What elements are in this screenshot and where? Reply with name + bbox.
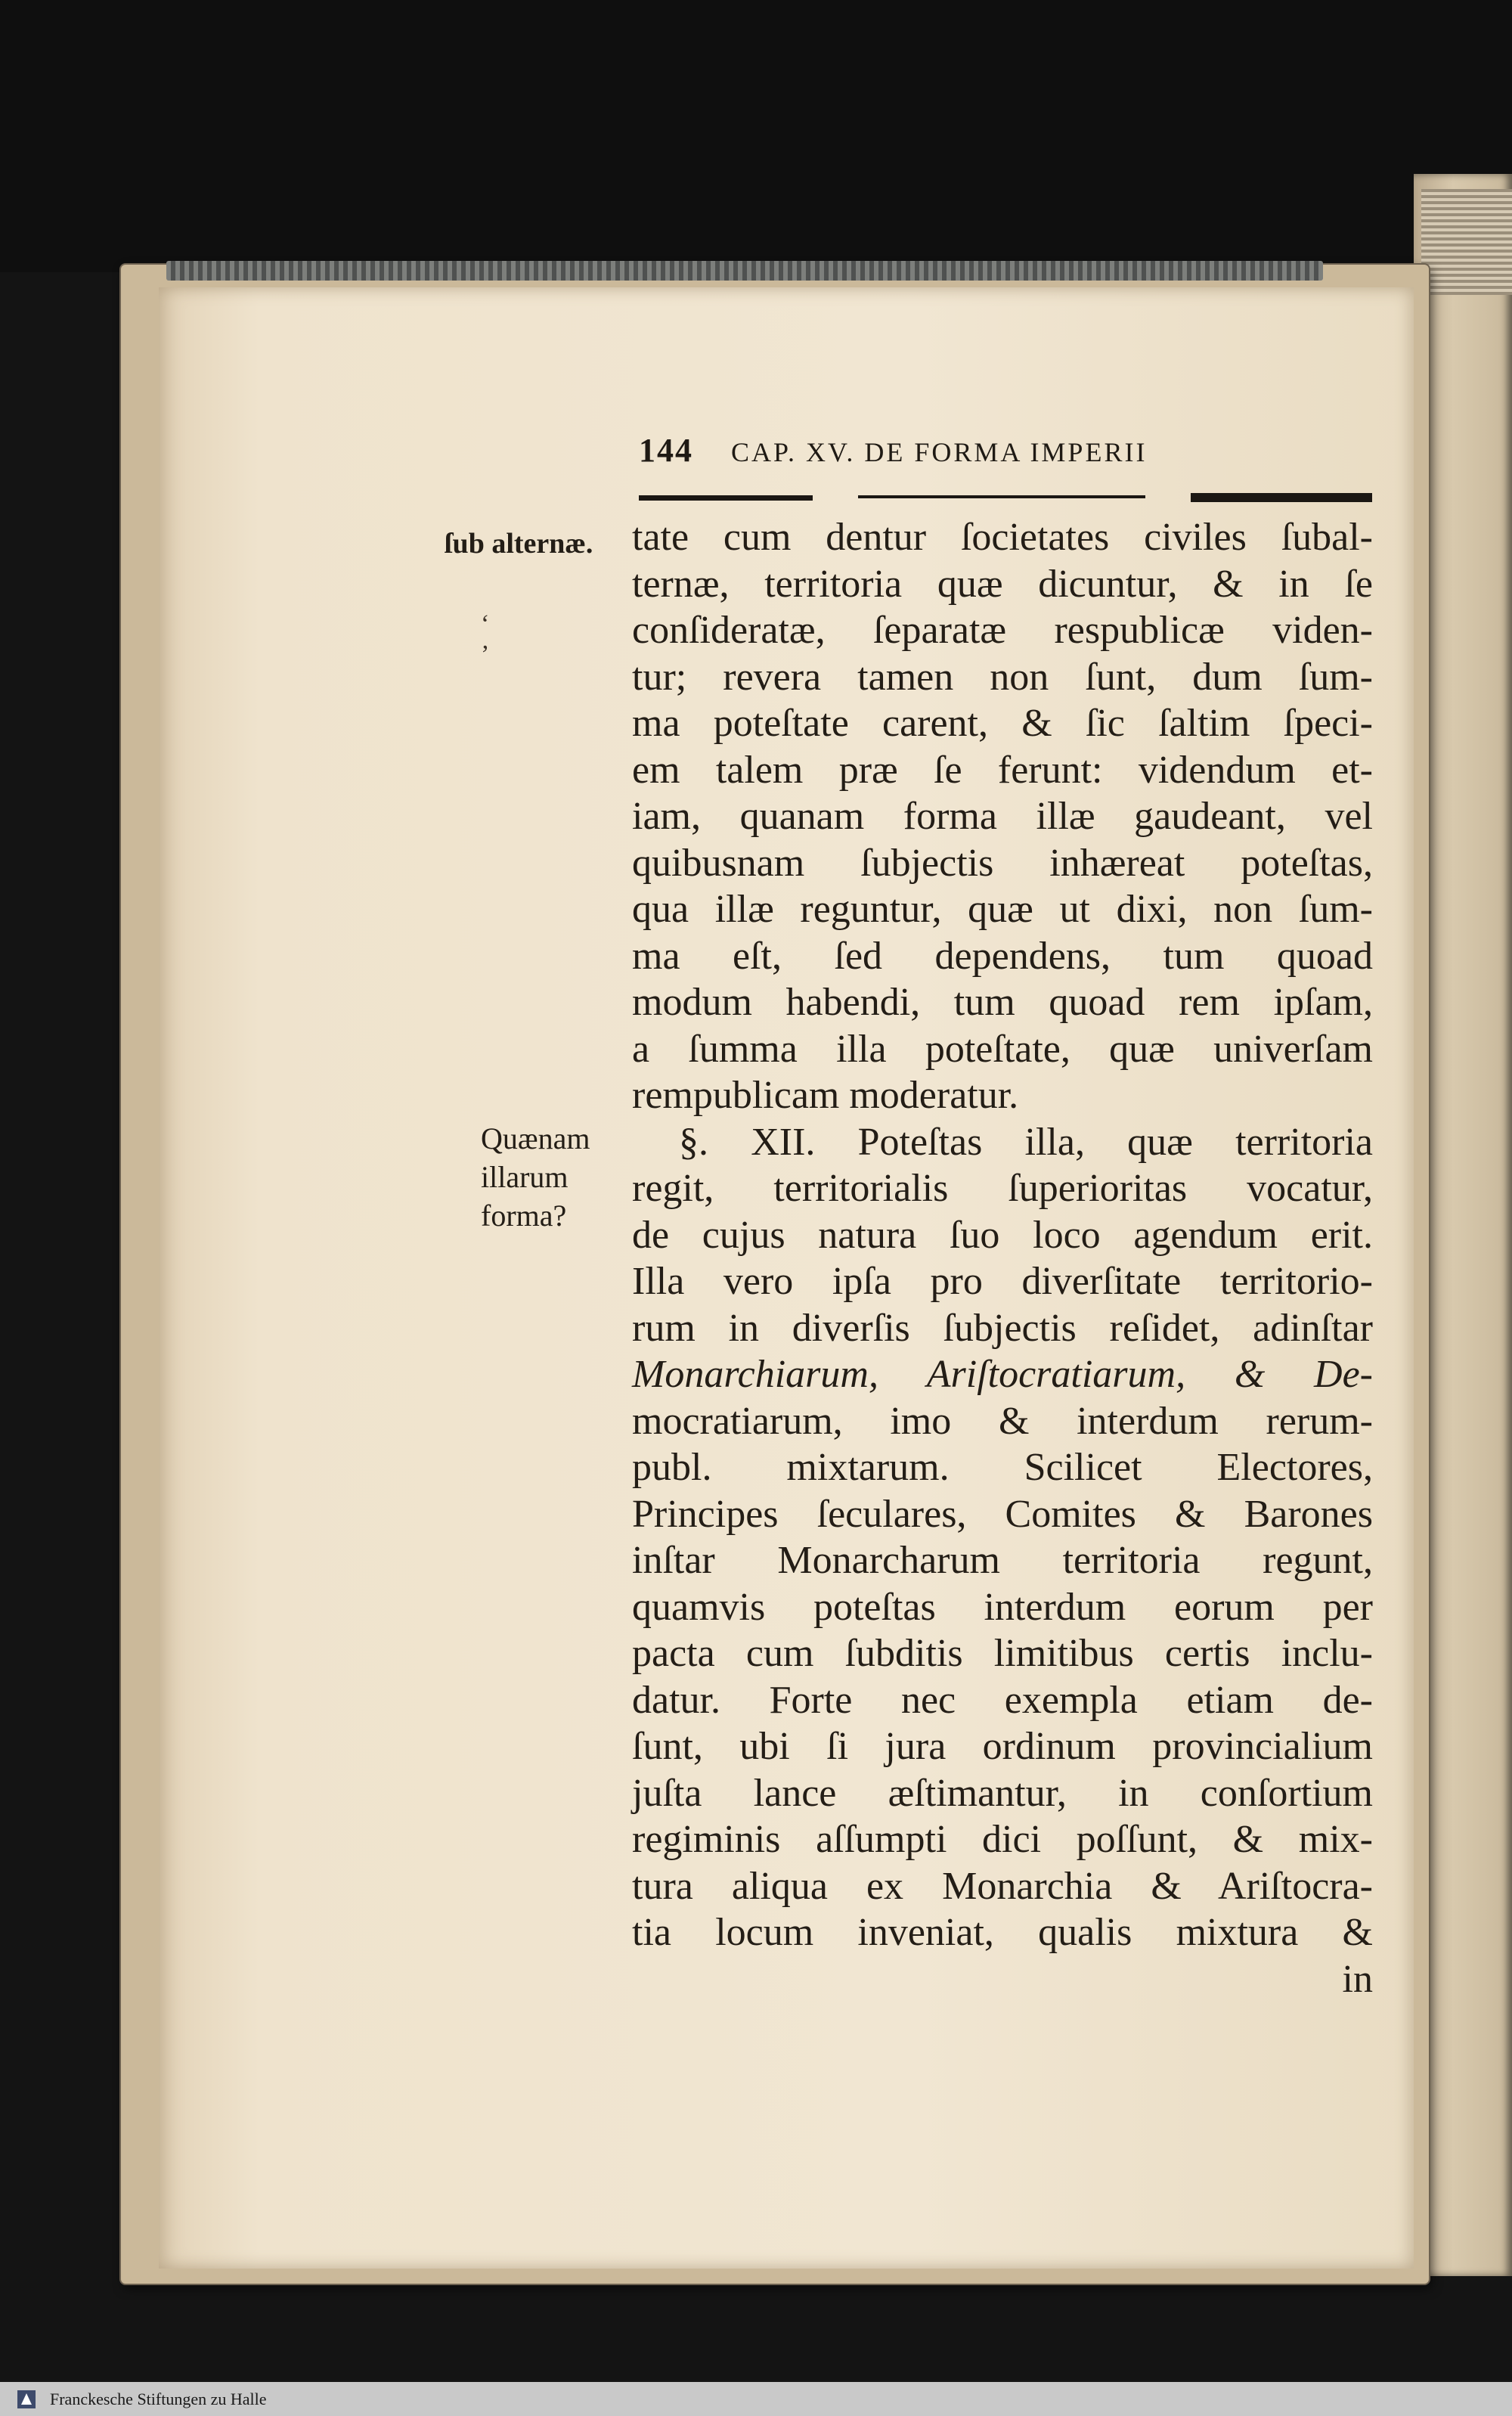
text-line: rum in diverſis ſubjectis reſidet, adinſtar — [632, 1306, 1373, 1350]
text-line: ma poteſtate carent, & ſic ſaltim ſpeci- — [632, 702, 1373, 745]
text-line: quamvis poteſtas interdum eorum per — [632, 1585, 1373, 1629]
margin-note-line: Quænam — [481, 1121, 590, 1155]
book-top-edge — [166, 261, 1323, 281]
text-line: pacta cum ſubditis limitibus certis inclu- — [632, 1632, 1373, 1675]
body-text — [632, 514, 1373, 2002]
text-line: ma eſt, ſed dependens, tum quoad — [632, 934, 1373, 978]
text-line: Illa vero ipſa pro diverſitate territorio- — [632, 1260, 1373, 1303]
text-line: de cujus natura ſuo loco agendum erit. — [632, 1213, 1373, 1257]
text-line: juſta lance æſtimantur, in conſortium — [632, 1771, 1373, 1815]
text-line: publ. mixtarum. Scilicet Electores, — [632, 1446, 1373, 1489]
text-line: rempublicam moderatur. — [632, 1074, 1019, 1117]
margin-note-line: forma? — [481, 1199, 567, 1233]
dark-backdrop — [0, 0, 1512, 272]
footer-bar — [0, 2382, 1512, 2416]
text-line: Monarchiarum, Ariſtocratiarum, & De- — [632, 1353, 1373, 1396]
text-line: em talem præ ſe ferunt: videndum et- — [632, 748, 1373, 792]
text-line: tur; revera tamen non ſunt, dum ſum- — [632, 655, 1373, 699]
text-line: tia locum inveniat, qualis mixtura & — [632, 1911, 1373, 1954]
header-rule — [639, 492, 1372, 504]
page-number: 144 — [639, 432, 693, 469]
library-name: Franckesche Stiftungen zu Halle — [50, 2389, 267, 2408]
chapter-title: CAP. XV. DE FORMA IMPERII — [731, 437, 1148, 467]
text-line: regit, territorialis ſuperioritas vocatur, — [632, 1167, 1373, 1210]
margin-note-quaenam — [481, 1119, 632, 1235]
facing-page-top-edge — [1421, 189, 1512, 295]
running-head — [639, 431, 1372, 476]
text-line: inſtar Monarcharum territoria regunt, — [632, 1539, 1373, 1582]
text-line: mocratiarum, imo & interdum rerum- — [632, 1399, 1373, 1443]
text-line: conſideratæ, ſeparatæ respublicæ viden- — [632, 609, 1373, 652]
text-line: ſunt, ubi ſi jura ordinum provincialium — [632, 1725, 1373, 1768]
catchword: in — [1342, 1957, 1373, 2001]
text-line: tura aliqua ex Monarchia & Ariſtocra- — [632, 1864, 1373, 1908]
text-line: quibusnam ſubjectis inhæreat poteſtas, — [632, 841, 1373, 885]
text-line: tate cum dentur ſocietates civiles ſubal- — [632, 516, 1373, 559]
text-line: datur. Forte nec exempla etiam de- — [632, 1678, 1373, 1722]
margin-note-subalternae: ſub alternæ. — [445, 528, 593, 560]
text-line: modum habendi, tum quoad rem ipſam, — [632, 981, 1373, 1024]
library-logo-icon — [15, 2388, 38, 2411]
text-line: a ſumma illa poteſtate, quæ univerſam — [632, 1027, 1373, 1071]
text-line: regiminis aſſumpti dici poſſunt, & mix- — [632, 1818, 1373, 1861]
text-line: iam, quanam forma illæ gaudeant, vel — [632, 795, 1373, 838]
ink-mark: ‘ — [481, 610, 490, 638]
ink-mark: ’ — [481, 640, 490, 668]
text-line: ternæ, territoria quæ dicuntur, & in ſe — [632, 562, 1373, 606]
margin-ink-marks — [481, 609, 489, 670]
margin-note-line: illarum — [481, 1160, 569, 1194]
text-line: qua illæ reguntur, quæ ut dixi, non ſum- — [632, 888, 1373, 931]
text-line: §. XII. Poteſtas illa, quæ territoria — [679, 1120, 1373, 1164]
text-line: Principes ſeculares, Comites & Barones — [632, 1492, 1373, 1536]
